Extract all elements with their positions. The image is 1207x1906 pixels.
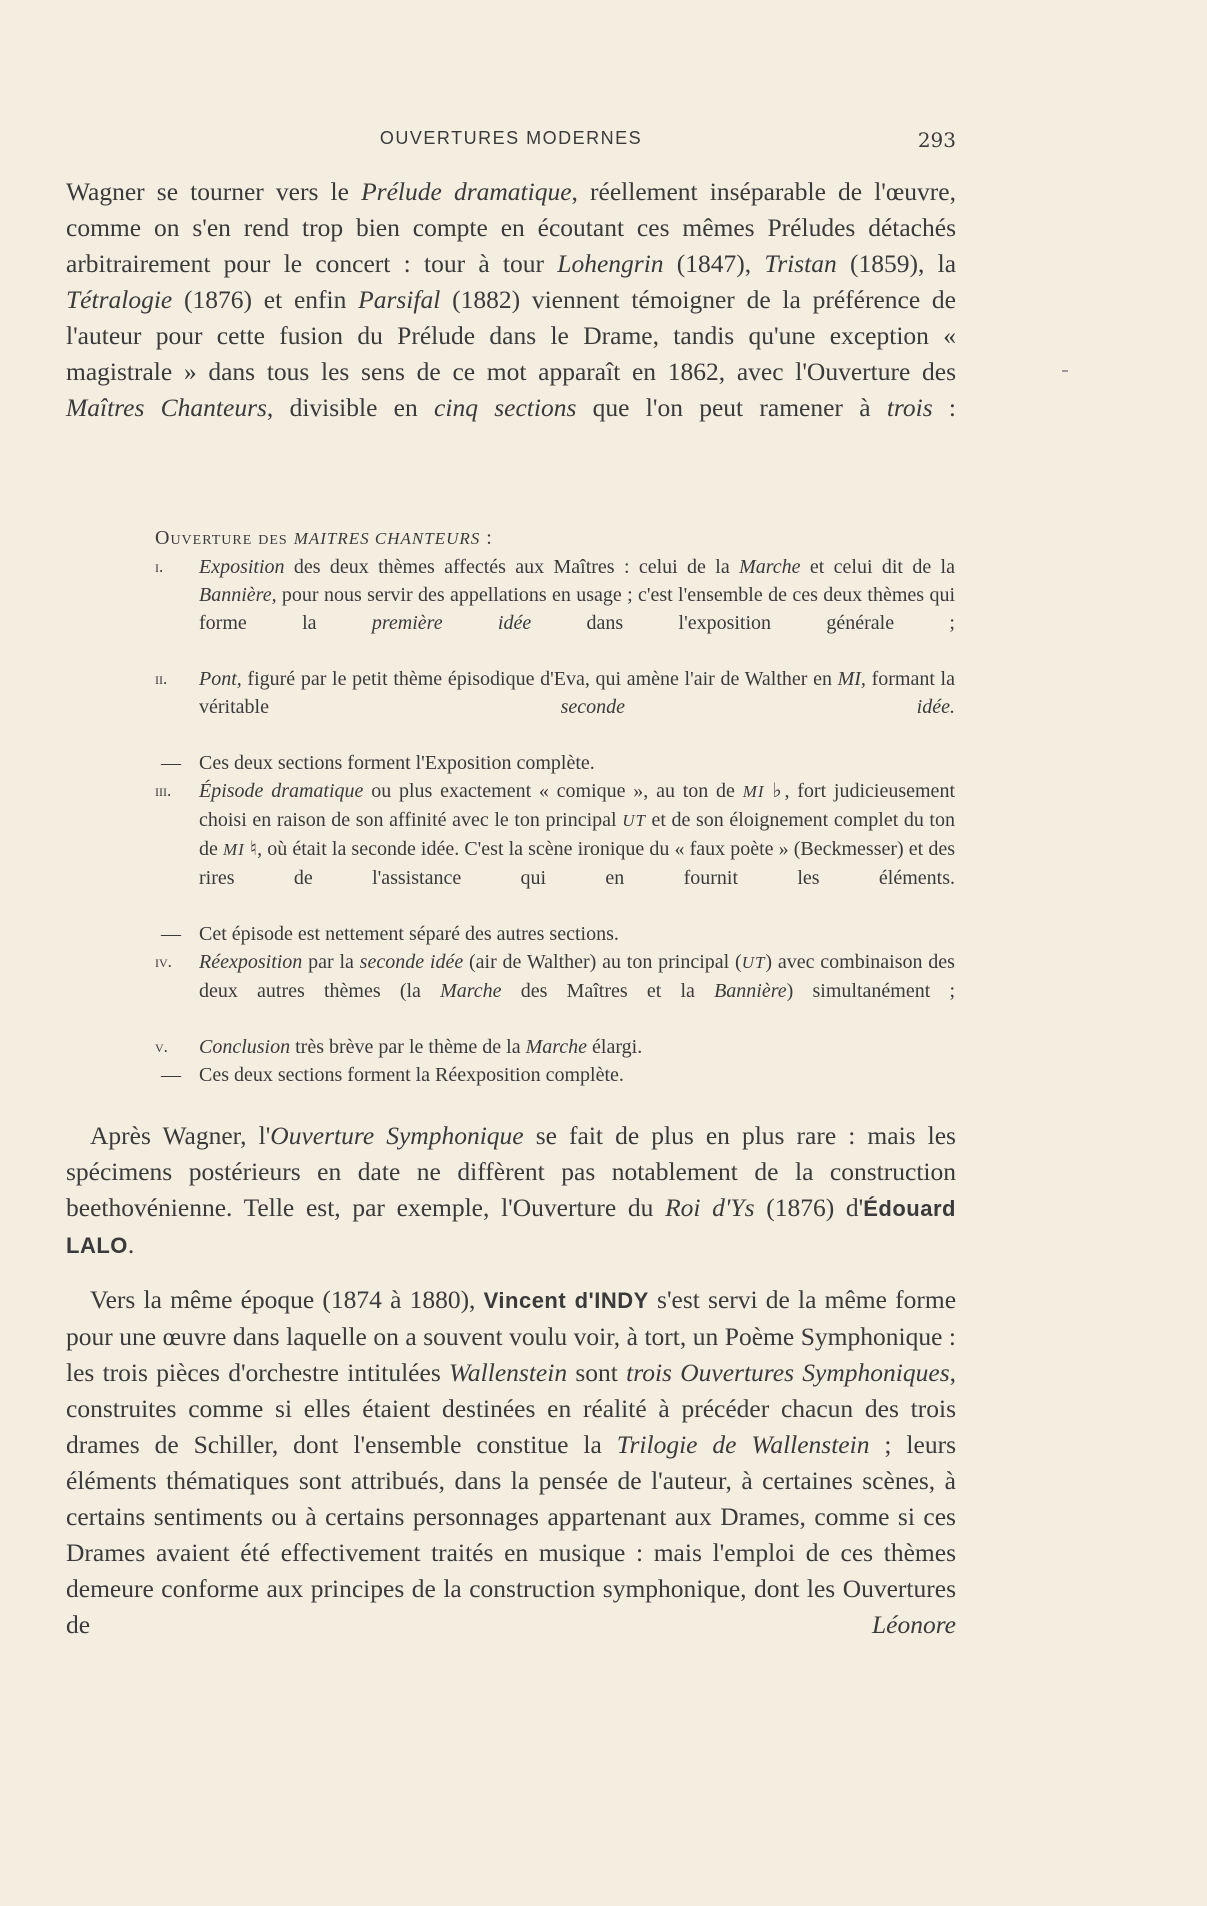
italic-run: seconde idée: [359, 951, 464, 973]
italic-run: Parsifal: [358, 285, 441, 314]
text-run: se fait de plus en plus rare : mais les spécimens postérieurs en date ne diffèrent pas notablement de la construction beethovénienne. Telle est, par exemple, l'Ouverture du: [66, 1121, 956, 1222]
dash: —: [161, 923, 181, 945]
italic-run: Bannière: [714, 980, 787, 1002]
paragraph-3-text: [66, 1282, 956, 1679]
page-header: [66, 128, 956, 158]
title-it: MAITRES CHANTEURS: [293, 529, 481, 548]
outline-item-ii: [155, 665, 955, 749]
text-run: que l'on peut ramener à: [576, 393, 887, 422]
text-run: (1876) d': [754, 1193, 864, 1222]
text-run: des deux thèmes affectés aux Maîtres : celui de la: [284, 556, 740, 578]
italic-run: Marche: [739, 556, 801, 578]
outline-item-v: [155, 1033, 955, 1061]
italic-run: Maîtres Chanteurs: [66, 393, 267, 422]
italic-run: Exposition: [199, 556, 285, 578]
text-run: Après Wagner, l': [90, 1121, 271, 1150]
text-run: Vers la même époque (1874 à 1880),: [90, 1285, 484, 1314]
italic-run: Tristan: [764, 249, 837, 278]
paragraph-1: [66, 174, 956, 462]
outline-title: [155, 524, 955, 553]
text-run: ♭, fort judicieusement choisi en raison de son affinité avec le ton principal: [199, 780, 955, 831]
italic-run: MI: [742, 782, 765, 801]
bold-run: Édouard LALO: [66, 1196, 956, 1258]
italic-run: cinq sections: [434, 393, 577, 422]
italic-run: MI,: [837, 668, 866, 690]
text-run: ; leurs éléments thématiques sont attribués, dans la pensée de l'auteur, à certaines scènes, à certains sentiments ou à certains personnages appartenant aux Drames, comme si ces Drames avaient été effectivement traités en musique : mais l'emploi de ces thèmes demeure conforme aux principes de la construction symphonique, dont les Ouvertures de: [66, 1430, 956, 1639]
text-run: .: [127, 1230, 135, 1259]
item-number: iii.: [155, 781, 172, 800]
text-run: pour nous servir des appellations en usage ; c'est l'ensemble de ces deux thèmes qui forme la: [199, 584, 955, 634]
item-text: [199, 1033, 955, 1061]
running-title: OUVERTURES MODERNES: [379, 128, 643, 148]
paragraph-3: [66, 1282, 956, 1679]
italic-run: Ouverture Symphonique: [270, 1121, 524, 1150]
margin-mark: [1062, 370, 1068, 372]
page-number: 293: [917, 128, 956, 152]
item-number: v.: [155, 1037, 168, 1056]
item-text: [199, 777, 955, 920]
italic-run: trois: [886, 393, 933, 422]
text-run: par la: [302, 951, 360, 973]
paragraph-1-text: [66, 174, 956, 462]
italic-run: UT: [741, 953, 766, 972]
text-run: s'est servi de la même forme pour une œuvre dans laquelle on a souvent voulu voir, à tort, un Poème Symphonique : les trois pièces d'orchestre intitulées: [66, 1285, 957, 1387]
dash: —: [161, 752, 181, 774]
text-run: (1847),: [663, 249, 765, 278]
outline-note-3: [155, 1061, 955, 1089]
text-run: des Maîtres et la: [501, 980, 715, 1002]
italic-run: Prélude dramatique: [361, 177, 572, 206]
item-text: [199, 665, 955, 749]
text-run: figuré par le petit thème épisodique d'Eva, qui amène l'air de Walther en: [241, 668, 838, 690]
note-text: Ces deux sections forment l'Exposition complète.: [199, 752, 595, 774]
text-run: formant la véritable: [199, 668, 955, 718]
text-run: , construites comme si elles étaient destinées en réalité à précéder chacun des trois drames de Schiller, dont l'ensemble constitue la: [66, 1358, 956, 1459]
text-run: ♮, où était la seconde idée. C'est la scène ironique du « faux poète » (Beckmesser) et des rires de l'assistance qui en fournit les éléments.: [199, 838, 955, 889]
text-run: (1882) viennent témoigner de la préférence de l'auteur pour cette fusion du Prélude dans le Drame, tandis qu'une exception « magistrale » dans tous les sens de ce mot apparaît en 1862, avec l'Ouverture des: [66, 285, 956, 386]
note-text: Ces deux sections forment la Réexposition complète.: [199, 1064, 624, 1086]
text-run: :: [932, 393, 957, 422]
text-run: élargi.: [587, 1036, 643, 1058]
title-sc: Ouverture des: [155, 527, 288, 549]
text-run: ou plus exactement « comique », au ton de: [363, 780, 743, 802]
text-run: ) simultanément ;: [786, 980, 956, 1002]
italic-run: seconde idée.: [560, 696, 955, 718]
italic-run: Léonore: [871, 1610, 956, 1639]
text-run: sont: [567, 1358, 627, 1387]
italic-run: Pont,: [199, 668, 242, 690]
note-text: Cet épisode est nettement séparé des autres sections.: [199, 923, 619, 945]
text-run: (1876) et enfin: [172, 285, 359, 314]
text-run: et celui dit de la: [800, 556, 955, 578]
outline-note-2: [155, 920, 955, 948]
item-number: iv.: [155, 952, 172, 971]
italic-run: Marche: [525, 1036, 588, 1058]
italic-run: Trilogie de Wallenstein: [616, 1430, 870, 1459]
text-run: très brève par le thème de la: [290, 1036, 526, 1058]
overture-outline: [155, 524, 955, 1089]
italic-run: Lohengrin: [557, 249, 664, 278]
outline-note-1: [155, 749, 955, 777]
text-run: dans l'exposition générale ;: [531, 612, 955, 634]
outline-item-iii: [155, 777, 955, 920]
text-run: et de son éloignement complet du ton de: [199, 809, 955, 860]
paragraph-2: [66, 1118, 956, 1300]
item-text: [199, 553, 955, 665]
italic-run: Roi d'Ys: [665, 1193, 755, 1222]
italic-run: trois Ouvertures Symphoniques: [626, 1358, 950, 1387]
paragraph-2-text: [66, 1118, 956, 1300]
italic-run: UT: [622, 811, 646, 830]
title-end: :: [480, 527, 493, 549]
outline-item-i: [155, 553, 955, 665]
italic-run: Bannière,: [199, 584, 277, 606]
text-run: , divisible en: [266, 393, 435, 422]
item-number: ii.: [155, 669, 168, 688]
italic-run: Conclusion: [199, 1036, 291, 1058]
text-run: ) avec combinaison des deux autres thèmes (la: [199, 951, 955, 1002]
outline-item-iv: [155, 948, 955, 1033]
dash: —: [161, 1064, 181, 1086]
bold-run: Vincent d'INDY: [483, 1288, 649, 1313]
italic-run: Épisode dramatique: [199, 780, 364, 802]
italic-run: MI: [222, 840, 245, 859]
text-run: Wagner se tourner vers le: [66, 177, 362, 206]
text-run: (1859), la: [836, 249, 957, 278]
text-run: (air de Walther) au ton principal (: [463, 951, 742, 973]
item-number: i.: [155, 557, 164, 576]
italic-run: Réexposition: [199, 951, 303, 973]
item-text: [199, 948, 955, 1033]
italic-run: Wallenstein: [449, 1358, 568, 1387]
italic-run: Marche: [440, 980, 502, 1002]
italic-run: première idée: [371, 612, 532, 634]
italic-run: Tétralogie: [66, 285, 173, 314]
text-run: , réellement inséparable de l'œuvre, comme on s'en rend trop bien compte en écoutant ces mêmes Préludes détachés arbitrairement pour le concert : tour à tour: [66, 177, 956, 278]
